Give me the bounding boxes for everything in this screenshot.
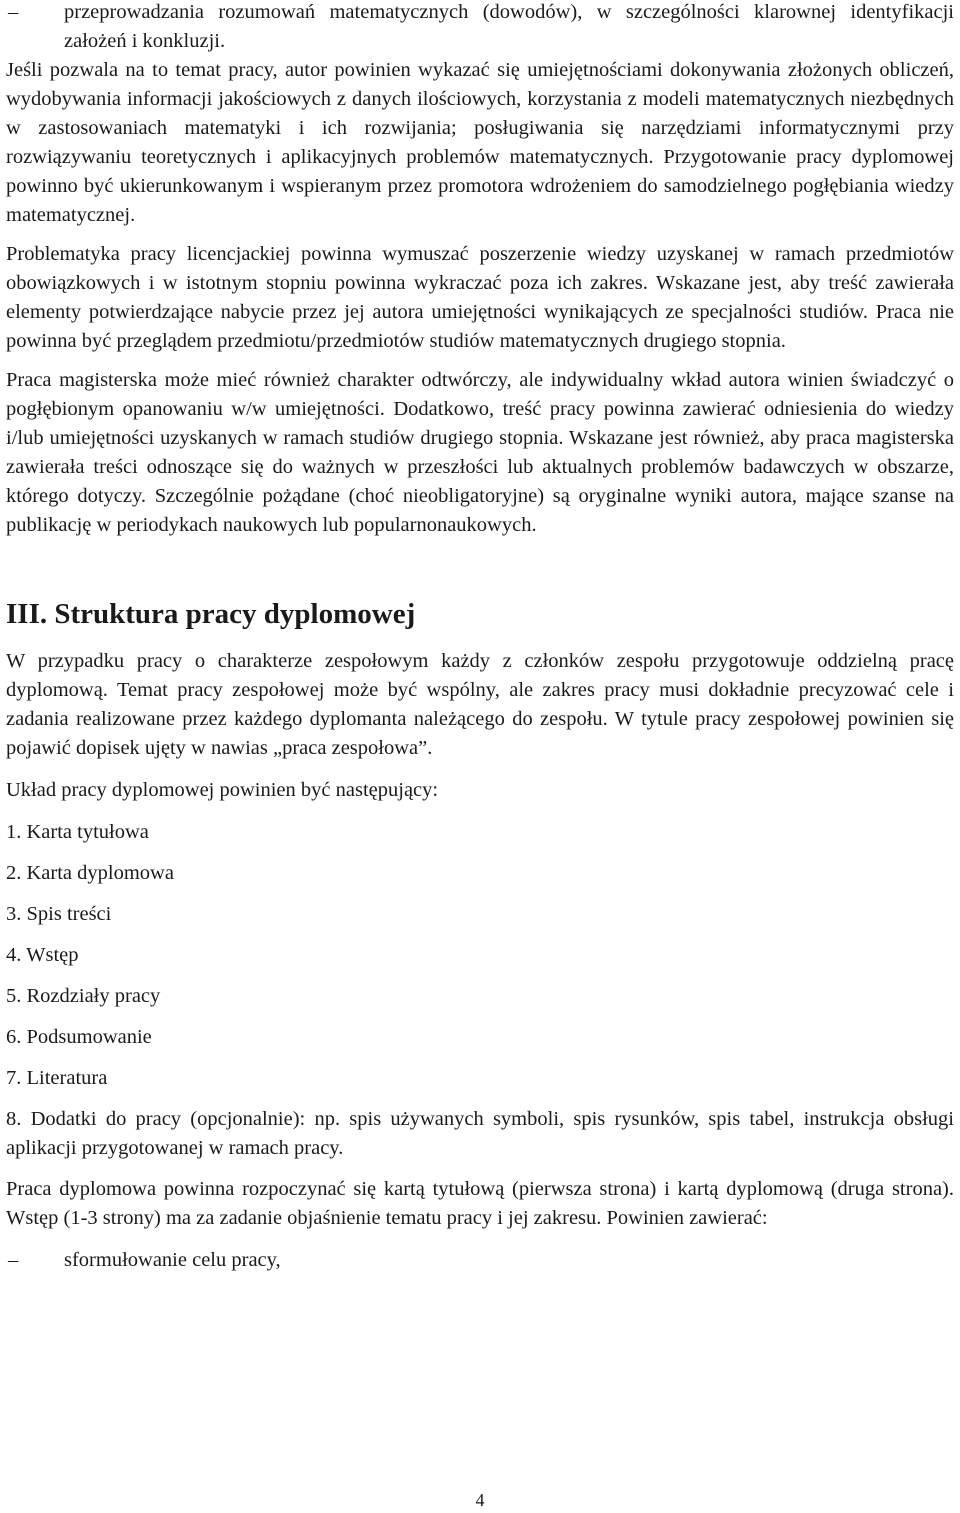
bullet-item (6, 0, 954, 56)
dash-marker: – (8, 1249, 19, 1271)
paragraph: Problematyka pracy licencjackiej powinna wymuszać poszerzenie wiedzy uzyskanej w ramach przedmiotów obowiązkowych i w istotnym stopniu powinna wykraczać poza ich zakres. Wskazane jest, aby treść zawierała elementy potwierdzające nabycie przez jej autora umiejętności wynikających ze specjalności studiów. Praca nie powinna być przeglądem przedmiotu/przedmiotów studiów matematycznych drugiego stopnia. (6, 243, 954, 352)
bullet-item (6, 1246, 954, 1275)
document-page (6, 0, 954, 1275)
list-item: 5. Rozdziały pracy (6, 985, 161, 1007)
dash-marker: – (8, 1, 19, 23)
list-item: 8. Dodatki do pracy (opcjonalnie): np. spis używanych symboli, spis rysunków, spis tabel, instrukcja obsługi aplikacji przygotowanej w ramach pracy. (6, 1108, 954, 1159)
section-intro: W przypadku pracy o charakterze zespołowym każdy z członków zespołu przygotowuje oddzielną pracę dyplomową. Temat pracy zespołowej może być wspólny, ale zakres pracy musi dokładnie precyzować cele i zadania realizowane przez każdego dyplomanta należącego do zespołu. W tytule pracy zespołowej powinien się pojawić dopisek ujęty w nawias „praca zespołowa”. (6, 650, 954, 759)
layout-intro: Układ pracy dyplomowej powinien być następujący: (6, 779, 439, 801)
list-item: 1. Karta tytułowa (6, 821, 149, 843)
closing-paragraph: Praca dyplomowa powinna rozpoczynać się kartą tytułową (pierwsza strona) i kartą dyplomową (druga strona). Wstęp (1-3 strony) ma za zadanie objaśnienie tematu pracy i jej zakresu. Powinien zawierać: (6, 1178, 954, 1229)
bullet-text: przeprowadzania rozumowań matematycznych (dowodów), w szczególności klarownej identyfikacji założeń i konkluzji. (64, 1, 954, 52)
list-item: 2. Karta dyplomowa (6, 862, 174, 884)
paragraph: Praca magisterska może mieć również charakter odtwórczy, ale indywidualny wkład autora winien świadczyć o pogłębionym opanowaniu w/w umiejętności. Dodatkowo, treść pracy powinna zawierać odniesienia do wiedzy i/lub umiejętności uzyskanych w ramach studiów drugiego stopnia. Wskazane jest również, aby praca magisterska zawierała treści odnoszące się do ważnych w przeszłości lub aktualnych problemów badawczych w obszarze, którego dotyczy. Szczególnie pożądane (choć nieobligatoryjne) są oryginalne wyniki autora, mające szanse na publikację w periodykach naukowych lub popularnonaukowych. (6, 369, 954, 536)
bullet-text: sformułowanie celu pracy, (64, 1249, 281, 1271)
section-heading: III. Struktura pracy dyplomowej (6, 598, 416, 630)
list-item: 6. Podsumowanie (6, 1026, 152, 1048)
page-number: 4 (475, 1490, 485, 1510)
paragraph: Jeśli pozwala na to temat pracy, autor powinien wykazać się umiejętnościami dokonywania złożonych obliczeń, wydobywania informacji jakościowych z danych ilościowych, korzystania z modeli matematycznych niezbędnych w zastosowaniach matematyki i ich rozwijania; posługiwania się narzędziami informatycznymi przy rozwiązywaniu teoretycznych i aplikacyjnych problemów matematycznych. Przygotowanie pracy dyplomowej powinno być ukierunkowanym i wspieranym przez promotora wdrożeniem do samodzielnego pogłębiania wiedzy matematycznej. (6, 59, 954, 226)
list-item: 4. Wstęp (6, 944, 79, 966)
list-item: 3. Spis treści (6, 903, 112, 925)
list-item: 7. Literatura (6, 1067, 108, 1089)
